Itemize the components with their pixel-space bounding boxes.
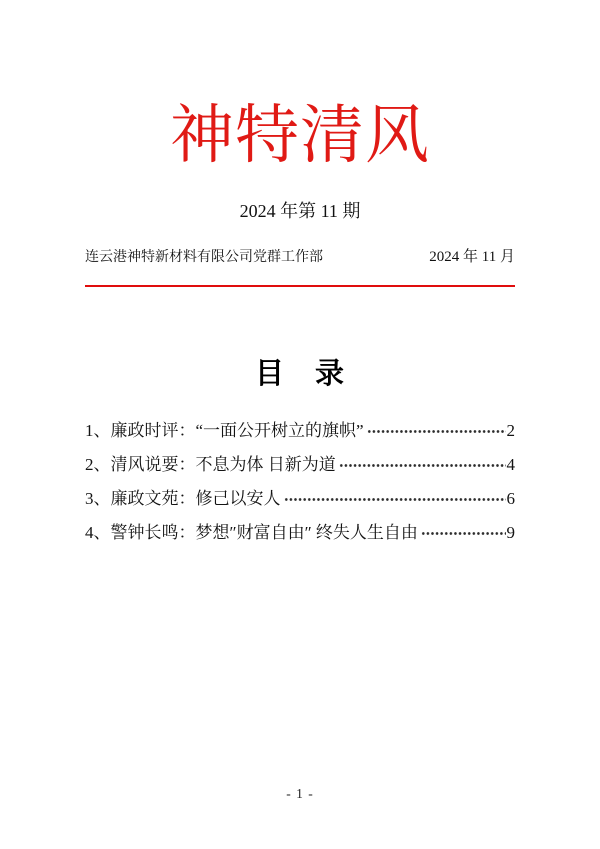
toc-item-page: 6: [506, 488, 515, 508]
page-number-footer: - 1 -: [286, 786, 314, 801]
issue-number-line: 2024 年第 11 期: [239, 200, 361, 221]
toc-item: [85, 420, 515, 441]
newsletter-masthead-title: 神特清风: [170, 100, 430, 171]
red-divider-rule: [85, 285, 515, 287]
toc-item-page: 4: [506, 454, 515, 474]
toc-heading: 目 录: [254, 357, 345, 390]
toc-item: [85, 522, 515, 543]
publisher-row: [85, 248, 515, 268]
toc-item-label: 4、警钟长鸣：梦想″财富自由″ 终失人生自由: [85, 522, 418, 542]
publisher-name: 连云港神特新材料有限公司党群工作部: [85, 250, 323, 266]
toc-item-page: 2: [506, 420, 515, 440]
toc-item-label: 1、廉政时评：“一面公开树立的旗帜”: [85, 420, 364, 440]
dot-leader: [367, 420, 506, 441]
dot-leader: [284, 488, 506, 509]
dot-leader: [339, 454, 506, 475]
publish-date: 2024 年 11 月: [429, 249, 515, 266]
toc-item-label: 3、廉政文苑：修己以安人: [85, 488, 281, 508]
dot-leader: [421, 522, 506, 543]
toc-item: [85, 454, 515, 475]
toc-item-page: 9: [506, 522, 515, 542]
toc-item: [85, 488, 515, 509]
toc-item-label: 2、清风说要：不息为体 日新为道: [85, 454, 336, 474]
toc-list: [85, 420, 515, 543]
